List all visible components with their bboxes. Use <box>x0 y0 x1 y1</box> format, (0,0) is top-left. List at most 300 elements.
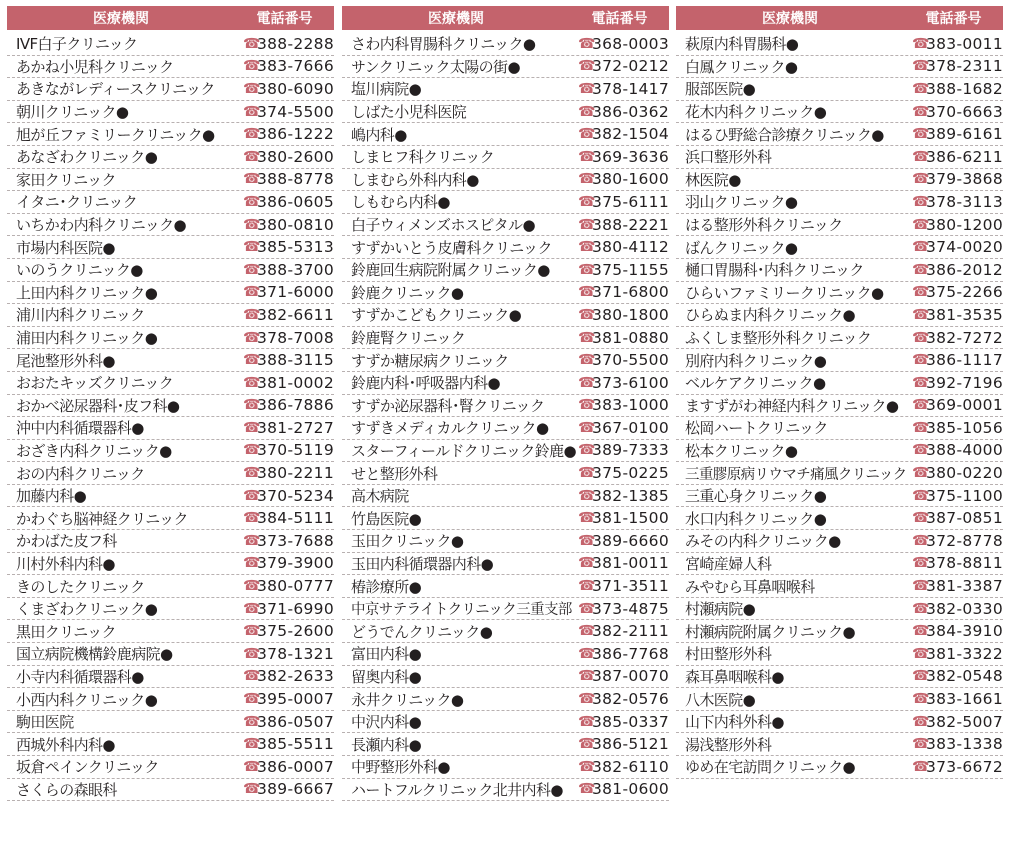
phone-number: 375-2266 <box>925 283 1003 302</box>
clinic-row <box>342 440 669 463</box>
phone-number: 370-5500 <box>591 351 669 370</box>
clinic-row <box>342 666 669 689</box>
clinic-phone <box>578 193 669 211</box>
clinic-phone <box>578 622 669 640</box>
phone-icon: ☎ <box>242 216 261 233</box>
clinic-phone <box>243 306 334 324</box>
clinic-row <box>342 259 669 282</box>
clinic-name: あかね小児科クリニック <box>16 57 174 76</box>
phone-icon: ☎ <box>242 148 261 165</box>
clinic-row <box>676 620 1003 643</box>
clinic-row <box>342 101 669 124</box>
clinic-phone <box>578 464 669 482</box>
clinic-phone <box>578 283 669 301</box>
clinic-phone <box>578 780 669 798</box>
phone-icon: ☎ <box>911 758 930 775</box>
phone-number: 375-0225 <box>591 464 669 483</box>
phone-number: 370-6663 <box>925 102 1003 121</box>
phone-icon: ☎ <box>242 465 261 482</box>
clinic-name: あきながレディースクリニック <box>16 80 215 99</box>
phone-icon: ☎ <box>577 555 596 572</box>
clinic-phone <box>578 600 669 618</box>
clinic-name: おざき内科クリニック● <box>16 441 172 460</box>
phone-icon: ☎ <box>577 442 596 459</box>
phone-icon: ☎ <box>577 600 596 617</box>
clinic-phone <box>912 329 1003 347</box>
phone-number: 375-1100 <box>925 486 1003 505</box>
clinic-phone <box>243 103 334 121</box>
clinic-phone <box>578 103 669 121</box>
clinic-row <box>676 462 1003 485</box>
clinic-phone <box>912 509 1003 527</box>
clinic-row <box>342 462 669 485</box>
clinic-row <box>7 146 334 169</box>
clinic-row <box>7 779 334 802</box>
clinic-row <box>676 123 1003 146</box>
phone-number: 375-1155 <box>591 260 669 279</box>
clinic-row <box>7 259 334 282</box>
phone-icon: ☎ <box>242 374 261 391</box>
phone-number: 382-0330 <box>925 599 1003 618</box>
clinic-name: 市場内科医院● <box>16 238 115 257</box>
phone-number: 386-0362 <box>591 102 669 121</box>
clinic-phone <box>578 735 669 753</box>
clinic-phone <box>243 645 334 663</box>
phone-icon: ☎ <box>242 442 261 459</box>
clinic-row <box>342 349 669 372</box>
clinic-name: ひらぬま内科クリニック● <box>685 306 855 325</box>
phone-number: 386-7886 <box>256 396 334 415</box>
phone-number: 388-4000 <box>925 441 1003 460</box>
clinic-name: いちかわ内科クリニック● <box>16 216 186 235</box>
clinic-phone <box>578 125 669 143</box>
clinic-row <box>676 643 1003 666</box>
clinic-name: ゆめ在宅訪問クリニック● <box>685 758 855 777</box>
phone-number: 371-6990 <box>256 599 334 618</box>
phone-number: 385-0337 <box>591 712 669 731</box>
clinic-phone <box>912 396 1003 414</box>
clinic-row <box>7 236 334 259</box>
phone-icon: ☎ <box>577 103 596 120</box>
clinic-name: 長瀬内科● <box>351 735 422 754</box>
clinic-phone <box>578 148 669 166</box>
clinic-phone <box>912 238 1003 256</box>
phone-number: 382-6110 <box>591 757 669 776</box>
phone-number: 378-7008 <box>256 328 334 347</box>
clinic-phone <box>243 667 334 685</box>
clinic-name: 花木内科クリニック● <box>685 103 827 122</box>
clinic-phone <box>243 170 334 188</box>
clinic-row <box>676 282 1003 305</box>
phone-icon: ☎ <box>911 239 930 256</box>
clinic-phone <box>912 170 1003 188</box>
clinic-name: 西城外科内科● <box>16 735 115 754</box>
clinic-phone <box>912 35 1003 53</box>
clinic-phone <box>578 396 669 414</box>
phone-number: 386-5121 <box>591 735 669 754</box>
clinic-name: 中沢内科● <box>351 713 422 732</box>
phone-icon: ☎ <box>577 465 596 482</box>
clinic-row <box>676 598 1003 621</box>
clinic-row <box>7 395 334 418</box>
column-header <box>342 6 669 30</box>
phone-number: 383-1661 <box>925 690 1003 709</box>
clinic-row <box>676 530 1003 553</box>
phone-number: 374-0020 <box>925 238 1003 257</box>
phone-icon: ☎ <box>242 261 261 278</box>
phone-number: 381-3535 <box>925 305 1003 324</box>
clinic-row <box>7 191 334 214</box>
clinic-phone <box>912 80 1003 98</box>
phone-number: 381-2727 <box>256 418 334 437</box>
phone-number: 380-0220 <box>925 464 1003 483</box>
phone-number: 378-8811 <box>925 554 1003 573</box>
clinic-name: 上田内科クリニック● <box>16 283 158 302</box>
clinic-name: 旭が丘ファミリークリニック● <box>16 125 215 144</box>
phone-icon: ☎ <box>911 148 930 165</box>
clinic-phone <box>912 487 1003 505</box>
phone-icon: ☎ <box>577 487 596 504</box>
phone-icon: ☎ <box>242 510 261 527</box>
clinic-phone <box>243 216 334 234</box>
clinic-row <box>342 711 669 734</box>
clinic-phone <box>243 125 334 143</box>
clinic-phone <box>243 622 334 640</box>
clinic-phone <box>912 667 1003 685</box>
phone-icon: ☎ <box>911 600 930 617</box>
clinic-name: 白子ウィメンズホスピタル● <box>351 216 535 235</box>
phone-icon: ☎ <box>911 645 930 662</box>
clinic-row <box>342 56 669 79</box>
header-name: 医療機関 <box>762 11 818 27</box>
clinic-name: おおたキッズクリニック <box>16 374 174 393</box>
phone-icon: ☎ <box>577 148 596 165</box>
phone-number: 386-0507 <box>256 712 334 731</box>
phone-number: 380-2600 <box>256 147 334 166</box>
clinic-row <box>7 214 334 237</box>
clinic-name: 山下内科外科● <box>685 713 784 732</box>
clinic-name: 萩原内科胃腸科● <box>685 35 799 54</box>
clinic-phone <box>578 216 669 234</box>
phone-number: 372-0212 <box>591 57 669 76</box>
phone-icon: ☎ <box>911 329 930 346</box>
clinic-phone <box>243 374 334 392</box>
header-phone: 電話番号 <box>256 11 313 27</box>
clinic-phone <box>243 396 334 414</box>
clinic-name: 駒田医院 <box>16 713 74 732</box>
clinic-row <box>676 259 1003 282</box>
clinic-row <box>7 485 334 508</box>
phone-icon: ☎ <box>911 216 930 233</box>
phone-icon: ☎ <box>242 555 261 572</box>
clinic-row <box>676 191 1003 214</box>
clinic-row <box>676 236 1003 259</box>
phone-icon: ☎ <box>911 306 930 323</box>
clinic-phone <box>578 554 669 572</box>
clinic-name: 留奥内科● <box>351 667 422 686</box>
phone-number: 382-2111 <box>591 622 669 641</box>
phone-number: 380-1600 <box>591 170 669 189</box>
clinic-row <box>7 440 334 463</box>
clinic-name: 中京サテライトクリニック三重支部 <box>351 602 572 619</box>
phone-number: 381-3322 <box>925 644 1003 663</box>
clinic-phone <box>578 532 669 550</box>
clinic-phone <box>912 758 1003 776</box>
clinic-row <box>7 169 334 192</box>
phone-icon: ☎ <box>242 284 261 301</box>
phone-icon: ☎ <box>911 736 930 753</box>
clinic-phone <box>243 57 334 75</box>
phone-icon: ☎ <box>242 80 261 97</box>
directory-column-1 <box>7 6 334 801</box>
phone-number: 371-6000 <box>256 283 334 302</box>
phone-number: 380-1800 <box>591 305 669 324</box>
clinic-name: 玉田内科循環器内科● <box>351 554 494 573</box>
clinic-name: ふくしま整形外科クリニック <box>685 329 872 348</box>
clinic-name: 小西内科クリニック● <box>16 690 158 709</box>
clinic-row <box>342 530 669 553</box>
clinic-phone <box>243 690 334 708</box>
clinic-row <box>676 304 1003 327</box>
phone-icon: ☎ <box>577 261 596 278</box>
phone-number: 388-2221 <box>591 215 669 234</box>
clinic-name: 樋口胃腸科･内科クリニック <box>685 261 864 280</box>
clinic-name: 川村外科内科● <box>16 554 115 573</box>
clinic-row <box>676 56 1003 79</box>
clinic-row <box>7 304 334 327</box>
clinic-phone <box>243 283 334 301</box>
phone-number: 382-0548 <box>925 667 1003 686</box>
clinic-row <box>676 756 1003 779</box>
clinic-name: サンクリニック太陽の街● <box>351 57 520 76</box>
clinic-row <box>7 507 334 530</box>
phone-number: 381-0002 <box>256 373 334 392</box>
clinic-name: さくらの森眼科 <box>16 780 117 799</box>
phone-number: 379-3868 <box>925 170 1003 189</box>
phone-icon: ☎ <box>577 126 596 143</box>
clinic-name: 沖中内科循環器科● <box>16 419 144 438</box>
clinic-phone <box>912 148 1003 166</box>
clinic-phone <box>243 35 334 53</box>
clinic-phone <box>578 667 669 685</box>
clinic-row <box>342 620 669 643</box>
clinic-row <box>676 507 1003 530</box>
clinic-name: イタニ･クリニック <box>16 193 138 212</box>
clinic-row <box>676 417 1003 440</box>
clinic-phone <box>578 713 669 731</box>
clinic-name: ひらいファミリークリニック● <box>685 283 884 302</box>
clinic-row <box>7 666 334 689</box>
clinic-row <box>7 620 334 643</box>
header-phone: 電話番号 <box>591 11 648 27</box>
phone-icon: ☎ <box>242 532 261 549</box>
clinic-phone <box>912 193 1003 211</box>
phone-number: 386-1222 <box>256 125 334 144</box>
phone-number: 388-8778 <box>256 170 334 189</box>
phone-number: 380-0777 <box>256 577 334 596</box>
clinic-phone <box>243 419 334 437</box>
phone-number: 386-0007 <box>256 757 334 776</box>
clinic-phone <box>912 735 1003 753</box>
phone-icon: ☎ <box>577 35 596 52</box>
phone-icon: ☎ <box>242 103 261 120</box>
clinic-phone <box>578 57 669 75</box>
clinic-name: すずきメディカルクリニック● <box>351 419 549 438</box>
phone-number: 371-3511 <box>591 577 669 596</box>
phone-number: 383-0011 <box>925 34 1003 53</box>
clinic-name: 鈴鹿腎クリニック <box>351 329 466 348</box>
clinic-phone <box>578 419 669 437</box>
clinic-row <box>7 643 334 666</box>
clinic-name: しばた小児科医院 <box>351 103 467 122</box>
clinic-name: 嶋内科● <box>351 125 407 144</box>
phone-icon: ☎ <box>577 645 596 662</box>
clinic-phone <box>578 238 669 256</box>
clinic-name: 水口内科クリニック● <box>685 509 827 528</box>
clinic-row <box>342 304 669 327</box>
clinic-name: はる整形外科クリニック <box>685 216 843 235</box>
phone-icon: ☎ <box>577 758 596 775</box>
phone-icon: ☎ <box>911 713 930 730</box>
phone-icon: ☎ <box>911 352 930 369</box>
clinic-row <box>7 327 334 350</box>
phone-icon: ☎ <box>242 487 261 504</box>
clinic-row <box>342 282 669 305</box>
clinic-name: 尾池整形外科● <box>16 351 115 370</box>
clinic-phone <box>243 80 334 98</box>
clinic-row <box>676 575 1003 598</box>
clinic-name: 小寺内科循環器科● <box>16 667 144 686</box>
clinic-name: あなざわクリニック● <box>16 148 158 167</box>
phone-icon: ☎ <box>242 171 261 188</box>
clinic-phone <box>578 80 669 98</box>
clinic-name: くまざわクリニック● <box>16 600 158 619</box>
clinic-phone <box>578 690 669 708</box>
clinic-phone <box>912 464 1003 482</box>
clinic-name: すずかこどもクリニック● <box>351 306 522 325</box>
phone-number: 375-2600 <box>256 622 334 641</box>
clinic-row <box>7 598 334 621</box>
clinic-name: 椿診療所● <box>351 577 422 596</box>
clinic-row <box>342 214 669 237</box>
phone-number: 373-6672 <box>925 757 1003 776</box>
phone-icon: ☎ <box>577 239 596 256</box>
clinic-name: 村瀬病院● <box>685 600 756 619</box>
clinic-row <box>342 598 669 621</box>
clinic-name: おの内科クリニック <box>16 464 145 483</box>
phone-number: 384-5111 <box>256 509 334 528</box>
clinic-row <box>7 123 334 146</box>
clinic-phone <box>578 487 669 505</box>
phone-icon: ☎ <box>911 532 930 549</box>
phone-number: 383-1338 <box>925 735 1003 754</box>
phone-icon: ☎ <box>911 193 930 210</box>
phone-icon: ☎ <box>242 736 261 753</box>
phone-icon: ☎ <box>911 284 930 301</box>
clinic-row <box>7 733 334 756</box>
clinic-name: 黒田クリニック <box>16 622 116 641</box>
phone-icon: ☎ <box>242 668 261 685</box>
clinic-row <box>342 733 669 756</box>
clinic-phone <box>912 577 1003 595</box>
phone-number: 378-1417 <box>591 79 669 98</box>
clinic-name: 湯浅整形外科 <box>685 735 772 754</box>
phone-icon: ☎ <box>911 487 930 504</box>
phone-icon: ☎ <box>911 80 930 97</box>
clinic-phone <box>578 509 669 527</box>
phone-number: 381-0880 <box>591 328 669 347</box>
clinic-phone <box>243 554 334 572</box>
clinic-name: 中野整形外科● <box>351 758 450 777</box>
phone-number: 381-3387 <box>925 577 1003 596</box>
clinic-phone <box>243 261 334 279</box>
phone-number: 382-1385 <box>591 486 669 505</box>
phone-icon: ☎ <box>577 668 596 685</box>
phone-icon: ☎ <box>911 103 930 120</box>
clinic-name: 白鳳クリニック● <box>685 57 798 76</box>
phone-number: 367-0100 <box>591 418 669 437</box>
phone-number: 386-7768 <box>591 644 669 663</box>
clinic-row <box>342 33 669 56</box>
clinic-row <box>7 56 334 79</box>
phone-icon: ☎ <box>577 306 596 323</box>
clinic-name: すずか糖尿病クリニック <box>351 351 509 370</box>
phone-icon: ☎ <box>911 126 930 143</box>
phone-icon: ☎ <box>577 578 596 595</box>
clinic-name: ベルケアクリニック● <box>685 374 826 393</box>
phone-icon: ☎ <box>911 397 930 414</box>
clinic-row <box>7 462 334 485</box>
phone-icon: ☎ <box>577 374 596 391</box>
phone-icon: ☎ <box>242 397 261 414</box>
phone-icon: ☎ <box>911 171 930 188</box>
clinic-name: 村田整形外科 <box>685 645 772 664</box>
phone-icon: ☎ <box>577 329 596 346</box>
clinic-row <box>676 485 1003 508</box>
phone-number: 374-5500 <box>256 102 334 121</box>
clinic-phone <box>912 306 1003 324</box>
phone-number: 388-3700 <box>256 260 334 279</box>
clinic-name: 林医院● <box>685 170 741 189</box>
clinic-phone <box>912 283 1003 301</box>
clinic-row <box>7 78 334 101</box>
clinic-row <box>676 395 1003 418</box>
clinic-row <box>7 711 334 734</box>
phone-icon: ☎ <box>911 510 930 527</box>
phone-icon: ☎ <box>911 261 930 278</box>
phone-icon: ☎ <box>911 58 930 75</box>
clinic-phone <box>243 351 334 369</box>
clinic-phone <box>912 125 1003 143</box>
phone-icon: ☎ <box>242 758 261 775</box>
phone-icon: ☎ <box>242 58 261 75</box>
phone-number: 378-3113 <box>925 192 1003 211</box>
phone-number: 381-0011 <box>591 554 669 573</box>
clinic-phone <box>243 532 334 550</box>
clinic-name: しもむら内科● <box>351 193 450 212</box>
clinic-row <box>7 101 334 124</box>
clinic-row <box>342 779 669 802</box>
clinic-name: みその内科クリニック● <box>685 532 841 551</box>
clinic-phone <box>912 713 1003 731</box>
clinic-phone <box>243 577 334 595</box>
clinic-name: しまむら外科内科● <box>351 170 479 189</box>
phone-number: 378-1321 <box>256 644 334 663</box>
clinic-row <box>676 688 1003 711</box>
clinic-row <box>342 327 669 350</box>
clinic-phone <box>578 170 669 188</box>
clinic-name: ばんクリニック● <box>685 238 798 257</box>
